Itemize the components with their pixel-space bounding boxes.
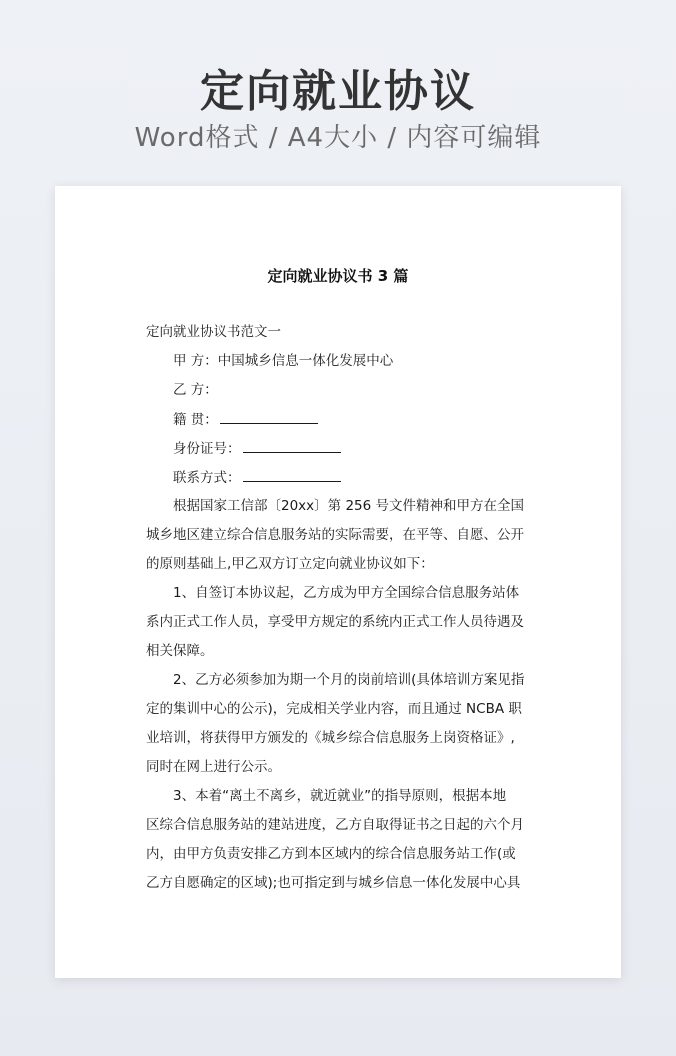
body-line: 系内正式工作人员，享受甲方规定的系统内正式工作人员待遇及 bbox=[146, 614, 524, 630]
page-subtitle: Word格式 / A4大小 / 内容可编辑 bbox=[134, 123, 542, 153]
hometown-line bbox=[173, 409, 558, 430]
body-line: 城乡地区建立综合信息服务站的实际需要，在平等、自愿、公开 bbox=[146, 527, 524, 543]
contact-line bbox=[173, 467, 558, 488]
id-number-line bbox=[173, 438, 558, 459]
body-line: 乙方自愿确定的区域);也可指定到与城乡信息一体化发展中心具 bbox=[146, 875, 521, 891]
party-a-line: 甲 方：中国城乡信息一体化发展中心 bbox=[173, 353, 394, 369]
body-line: 的原则基础上,甲乙双方订立定向就业协议如下： bbox=[146, 556, 434, 572]
hometown-blank bbox=[220, 409, 318, 424]
document-page bbox=[55, 186, 621, 978]
body-line: 区综合信息服务站的建站进度，乙方自取得证书之日起的六个月 bbox=[146, 817, 524, 833]
body-line: 1、自签订本协议起，乙方成为甲方全国综合信息服务站体 bbox=[173, 585, 520, 601]
body-line: 业培训，将获得甲方颁发的《城乡综合信息服务上岗资格证》, bbox=[146, 730, 515, 746]
contact-blank bbox=[243, 467, 341, 482]
body-line: 3、本着“离土不离乡，就近就业”的指导原则，根据本地 bbox=[173, 788, 507, 804]
body-line: 相关保障。 bbox=[146, 643, 214, 659]
id-number-blank bbox=[243, 438, 341, 453]
body-line: 同时在网上进行公示。 bbox=[146, 759, 281, 775]
document-title: 定向就业协议书 3 篇 bbox=[267, 267, 409, 285]
body-line: 根据国家工信部〔20xx〕第 256 号文件精神和甲方在全国 bbox=[173, 498, 525, 514]
page-title: 定向就业协议 bbox=[200, 66, 476, 117]
body-line: 2、乙方必须参加为期一个月的岗前培训(具体培训方案见指 bbox=[173, 672, 525, 688]
id-number-label: 身份证号： bbox=[173, 441, 241, 457]
contact-label: 联系方式： bbox=[173, 470, 241, 486]
party-b-line: 乙 方： bbox=[173, 382, 218, 398]
hometown-label: 籍 贯： bbox=[173, 412, 218, 428]
body-line: 内，由甲方负责安排乙方到本区域内的综合信息服务站工作(或 bbox=[146, 846, 516, 862]
body-line: 定的集训中心的公示)，完成相关学业内容，而且通过 NCBA 职 bbox=[146, 701, 522, 717]
section-heading: 定向就业协议书范文一 bbox=[146, 324, 281, 340]
